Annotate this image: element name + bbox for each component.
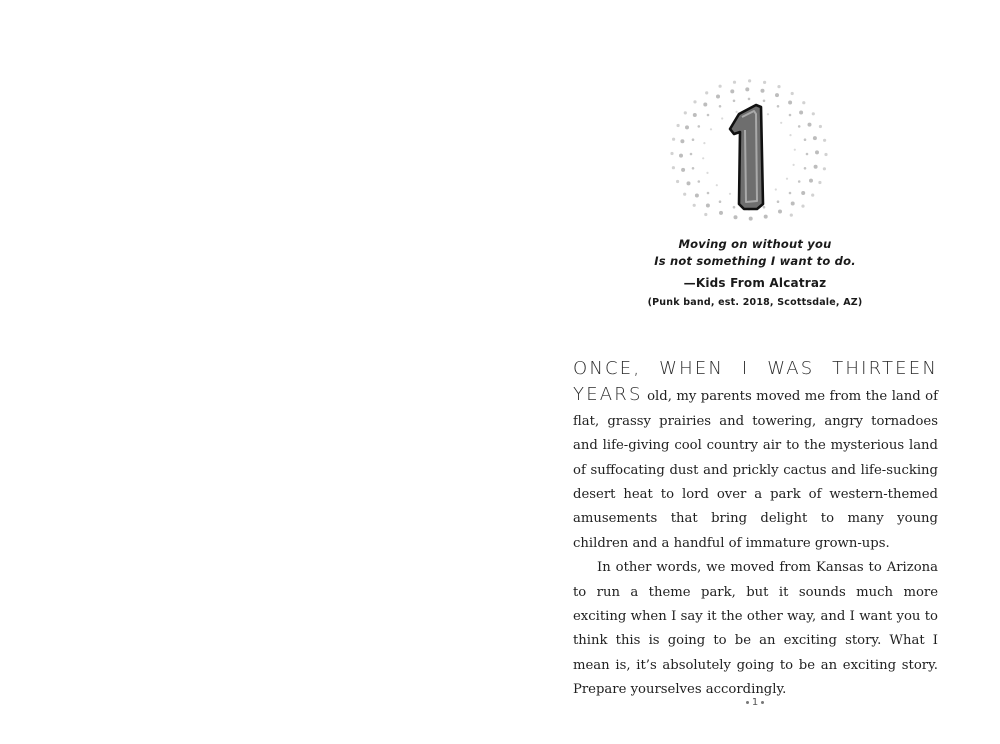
halftone-dot	[763, 206, 766, 209]
halftone-dot	[687, 181, 691, 185]
halftone-dot	[767, 113, 769, 115]
epigraph	[630, 236, 880, 310]
halftone-dot	[729, 193, 731, 195]
epigraph-credit-note: (Punk band, est. 2018, Scottsdale, AZ)	[647, 297, 863, 308]
halftone-dot	[786, 178, 788, 180]
halftone-dot	[684, 111, 687, 114]
epigraph-line-2: Is not something I want to do.	[654, 254, 856, 268]
halftone-dot	[788, 101, 792, 105]
paragraph-2: In other words, we moved from Kansas to Arizona to run a theme park, but it sounds much more exciting when I say it the other way, and I want you to think this is going to be an exciting story. What I mean is, it’s absolutely going to be an exciting story. Prepare yourselves accordingly.	[573, 560, 938, 698]
halftone-dot	[819, 125, 822, 128]
halftone-dot	[798, 125, 801, 128]
halftone-dot	[811, 194, 814, 197]
halftone-dot	[778, 210, 782, 214]
halftone-dot	[804, 138, 807, 141]
page-number: 1	[751, 697, 759, 708]
halftone-dot	[734, 215, 738, 219]
halftone-dot	[808, 123, 812, 127]
halftone-dot	[801, 191, 805, 195]
folio-dot-right	[761, 701, 764, 704]
halftone-dot	[677, 124, 680, 127]
halftone-dot	[823, 167, 826, 170]
halftone-dot	[775, 93, 779, 97]
halftone-dot	[745, 87, 749, 91]
halftone-dot	[780, 122, 782, 124]
halftone-dot	[791, 92, 794, 95]
halftone-dot	[802, 101, 805, 104]
lead-in-small-caps: ONCE, WHEN I WAS THIRTEEN YEARS	[573, 358, 938, 406]
chapter-number-art	[666, 74, 832, 224]
halftone-dot	[763, 100, 766, 103]
halftone-dot	[705, 91, 708, 94]
halftone-dot	[719, 200, 722, 203]
halftone-dot	[813, 136, 817, 140]
halftone-dot	[789, 114, 792, 117]
halftone-dot	[693, 113, 697, 117]
halftone-dot	[698, 125, 701, 128]
halftone-dot	[707, 192, 710, 195]
halftone-dot	[670, 152, 673, 155]
chapter-number: 1	[748, 222, 750, 223]
halftone-dot	[721, 117, 723, 119]
halftone-dot	[679, 154, 683, 158]
halftone-dot	[716, 95, 720, 99]
halftone-dot	[824, 153, 827, 156]
halftone-dot	[672, 166, 675, 169]
halftone-dot	[815, 150, 819, 154]
halftone-dot	[814, 165, 818, 169]
halftone-dot	[791, 202, 795, 206]
halftone-dot	[703, 142, 705, 144]
halftone-dot	[706, 204, 710, 208]
halftone-dot	[798, 180, 801, 183]
halftone-dot	[692, 167, 695, 170]
halftone-dot	[790, 214, 793, 217]
halftone-dot	[763, 81, 766, 84]
halftone-dot	[789, 192, 792, 195]
halftone-dot	[733, 100, 736, 103]
epigraph-line-1: Moving on without you	[678, 237, 832, 251]
halftone-dot	[672, 138, 675, 141]
halftone-dot	[748, 98, 751, 101]
chapter-number-figure	[730, 105, 763, 209]
halftone-dot	[719, 85, 722, 88]
halftone-dot	[716, 184, 718, 186]
halftone-dot	[695, 194, 699, 198]
right-page	[500, 0, 1000, 744]
halftone-dot	[703, 103, 707, 107]
halftone-dot	[748, 79, 751, 82]
halftone-dot	[680, 139, 684, 143]
page-folio	[730, 697, 780, 708]
halftone-dot	[777, 200, 780, 203]
paragraph-1	[573, 357, 938, 556]
halftone-dot	[794, 149, 796, 151]
chapter-body	[573, 357, 938, 703]
halftone-dot	[793, 164, 795, 166]
halftone-dot	[761, 89, 765, 93]
halftone-dot	[719, 105, 722, 108]
halftone-dot	[777, 85, 780, 88]
halftone-dot	[789, 134, 791, 136]
halftone-dot	[804, 167, 807, 170]
halftone-dot	[823, 139, 826, 142]
halftone-dot	[676, 180, 679, 183]
halftone-dot	[685, 125, 689, 129]
halftone-dot	[812, 112, 815, 115]
halftone-dot	[692, 138, 695, 141]
halftone-dot	[736, 111, 738, 113]
halftone-dot	[706, 172, 708, 174]
halftone-dot	[719, 211, 723, 215]
halftone-dot	[799, 111, 803, 115]
halftone-dot	[702, 157, 704, 159]
folio-dot-left	[746, 701, 749, 704]
halftone-dot	[690, 153, 693, 156]
halftone-dot	[801, 205, 804, 208]
halftone-dot	[733, 206, 736, 209]
halftone-dot	[707, 114, 710, 117]
halftone-dot	[764, 215, 768, 219]
halftone-dot	[809, 179, 813, 183]
halftone-dot	[733, 81, 736, 84]
halftone-dot	[806, 153, 809, 156]
halftone-dot	[681, 168, 685, 172]
halftone-dot	[749, 217, 753, 221]
halftone-dot	[683, 193, 686, 196]
halftone-dot	[730, 89, 734, 93]
halftone-dot	[704, 213, 707, 216]
halftone-dot	[777, 105, 780, 108]
halftone-dot	[693, 100, 696, 103]
epigraph-credit: —Kids From Alcatraz	[683, 276, 827, 290]
halftone-dot	[693, 204, 696, 207]
halftone-dot	[710, 128, 712, 130]
halftone-dot	[818, 181, 821, 184]
halftone-dot	[775, 188, 777, 190]
halftone-dot	[698, 180, 701, 183]
paragraph-1-text: old, my parents moved me from the land of flat, grassy prairies and towering, angry tornadoes and life-giving cool country air to the mysterious land of suffocating dust and prickly cactus and life-sucking desert heat to lord over a park of western-themed amusements that bring delight to many young children and a handful of immature grown-ups.	[573, 389, 938, 551]
